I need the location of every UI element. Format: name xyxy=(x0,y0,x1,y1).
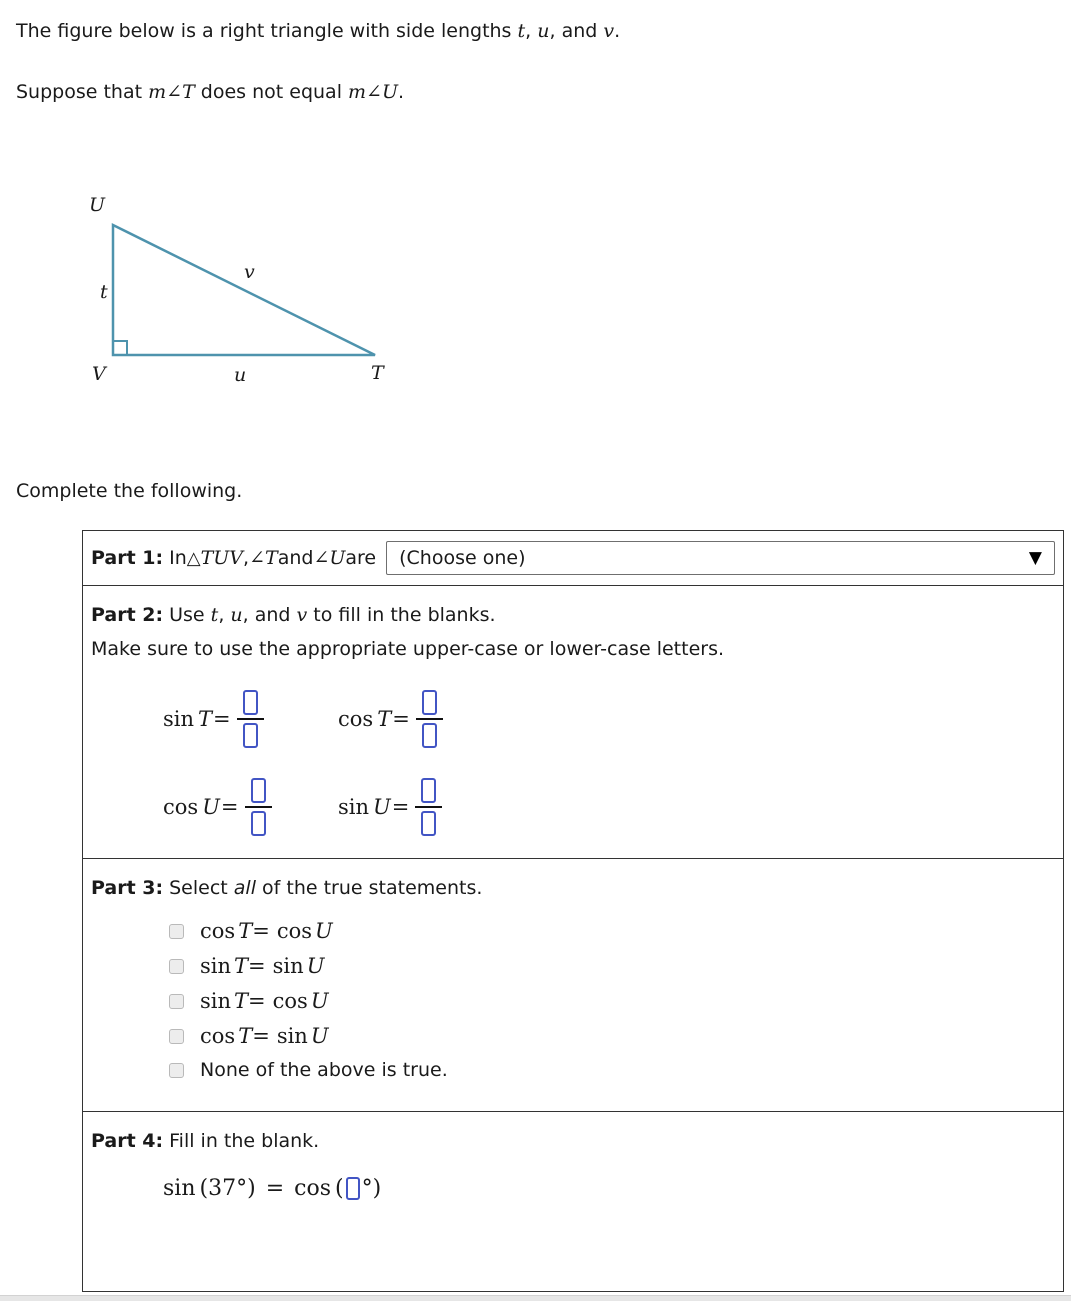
part3-label: Part 3: xyxy=(91,877,164,899)
angle-value: 37 xyxy=(208,1176,237,1201)
angle-symbol: ∠ xyxy=(366,81,382,103)
trig-function: sin xyxy=(163,707,195,731)
fill-blank-equation xyxy=(163,1176,1055,1201)
expression-cosT xyxy=(338,688,513,750)
dropdown-caret-icon: ▼ xyxy=(1028,548,1042,568)
comma: , xyxy=(243,547,250,569)
equals-sign: = xyxy=(392,707,410,731)
part2-instruction-line1 xyxy=(91,598,1055,632)
triangle-shape xyxy=(113,225,375,355)
and-text: , and xyxy=(549,20,604,42)
trig-function: cos xyxy=(276,919,312,943)
vertex-label-U: U xyxy=(89,194,106,216)
expression-cosU xyxy=(163,776,338,838)
var-v: v xyxy=(603,20,615,42)
trig-ratio-grid xyxy=(163,688,1055,838)
trig-function: cos xyxy=(272,989,308,1013)
expression-sinT xyxy=(163,688,338,750)
trig-function: cos xyxy=(294,1176,331,1201)
statements-text: of the true statements. xyxy=(255,877,483,899)
period: . xyxy=(397,81,405,103)
angle-T: T xyxy=(182,81,195,103)
angle-variable: U xyxy=(310,989,329,1013)
option-row-1 xyxy=(169,919,1055,943)
statement-text xyxy=(200,1024,329,1048)
part3-instruction xyxy=(91,871,1055,905)
use-text: Use xyxy=(169,604,211,626)
trig-function: sin xyxy=(272,954,304,978)
side-label-v: v xyxy=(244,261,255,283)
fraction-bar xyxy=(237,718,264,720)
part4-section xyxy=(83,1112,1063,1201)
angle-variable: T xyxy=(238,919,253,943)
intro-text: The figure below is a right triangle with side lengths xyxy=(16,20,518,42)
checkbox[interactable] xyxy=(169,924,184,939)
angle-variable: T xyxy=(238,1024,253,1048)
are-text: are xyxy=(345,547,377,569)
degree-symbol: ° xyxy=(361,1176,373,1201)
open-paren: ( xyxy=(334,1176,344,1201)
angle-U: U xyxy=(329,547,346,569)
select-text: Select xyxy=(169,877,234,899)
fill-blank-text: Fill in the blank. xyxy=(169,1130,320,1152)
angle-variable: U xyxy=(202,795,220,819)
denominator-input[interactable] xyxy=(243,723,258,748)
equals-sign: = xyxy=(252,1024,270,1048)
triangle-symbol-icon: △ xyxy=(186,548,201,569)
angle-T: T xyxy=(265,547,278,569)
var-u: u xyxy=(230,604,243,626)
equals-sign: = xyxy=(220,795,239,819)
trig-function: cos xyxy=(200,919,236,943)
suppose-text: Suppose that xyxy=(16,81,149,103)
option-row-none xyxy=(169,1059,1055,1081)
statement-text xyxy=(200,919,333,943)
part1-section xyxy=(83,531,1063,586)
part1-dropdown[interactable] xyxy=(386,541,1055,575)
option-row-4 xyxy=(169,1024,1055,1048)
all-emphasis: all xyxy=(233,877,256,899)
angle-variable: U xyxy=(373,795,391,819)
angle-variable: U xyxy=(306,954,325,978)
comma: , xyxy=(525,20,538,42)
equals-sign: = xyxy=(265,1176,285,1201)
trig-function: sin xyxy=(200,954,232,978)
intro-line-2 xyxy=(16,79,404,105)
part1-label: Part 1: xyxy=(91,547,164,569)
checkbox[interactable] xyxy=(169,1029,184,1044)
none-option-text: None of the above is true. xyxy=(200,1059,448,1081)
var-t: t xyxy=(210,604,219,626)
angle-symbol: ∠ xyxy=(249,547,266,569)
angle-variable: T xyxy=(377,707,392,731)
vertex-label-T: T xyxy=(371,362,384,384)
numerator-input[interactable] xyxy=(251,778,266,803)
numerator-input[interactable] xyxy=(243,690,258,715)
equals-sign: = xyxy=(248,954,266,978)
fill-text: to fill in the blanks. xyxy=(307,604,496,626)
complete-instruction: Complete the following. xyxy=(16,480,243,502)
comma: , xyxy=(218,604,231,626)
part3-section xyxy=(83,859,1063,1112)
var-u: u xyxy=(537,20,550,42)
dropdown-value: (Choose one) xyxy=(399,547,526,569)
angle-symbol: ∠ xyxy=(166,81,183,103)
vertex-label-V: V xyxy=(92,363,106,385)
angle-variable: U xyxy=(310,1024,329,1048)
page-bottom-edge xyxy=(0,1295,1071,1301)
denominator-input[interactable] xyxy=(421,811,436,836)
fraction-answer xyxy=(416,688,443,750)
option-row-2 xyxy=(169,954,1055,978)
var-t: t xyxy=(517,20,526,42)
checkbox[interactable] xyxy=(169,959,184,974)
part1-in-text: In xyxy=(169,547,187,569)
numerator-input[interactable] xyxy=(422,690,437,715)
fraction-answer xyxy=(245,776,272,838)
period: . xyxy=(614,20,621,42)
denominator-input[interactable] xyxy=(251,811,266,836)
angle-symbol: ∠ xyxy=(313,547,330,569)
fraction-bar xyxy=(245,806,272,808)
part2-label: Part 2: xyxy=(91,604,164,626)
statement-text xyxy=(200,954,324,978)
trig-function: sin xyxy=(200,989,232,1013)
statement-text xyxy=(200,989,329,1013)
not-equal-text: does not equal xyxy=(194,81,349,103)
equals-sign: = xyxy=(252,919,270,943)
equals-sign: = xyxy=(248,989,266,1013)
angle-variable: T xyxy=(198,707,213,731)
measure-m: m xyxy=(348,81,367,103)
and-text: , and xyxy=(242,604,297,626)
triangle-name: TUV xyxy=(200,547,244,569)
problem-box xyxy=(82,530,1064,1292)
angle-variable: T xyxy=(234,989,249,1013)
var-v: v xyxy=(296,604,308,626)
part1-question xyxy=(91,547,376,569)
equals-sign: = xyxy=(213,707,231,731)
checkbox[interactable] xyxy=(169,1063,184,1078)
trig-function: cos xyxy=(163,795,199,819)
option-row-3 xyxy=(169,989,1055,1013)
right-triangle-figure xyxy=(98,218,390,360)
part2-section xyxy=(83,586,1063,859)
measure-m: m xyxy=(148,81,167,103)
angle-variable: T xyxy=(234,954,249,978)
checkbox[interactable] xyxy=(169,994,184,1009)
close-paren: ) xyxy=(247,1176,256,1201)
open-paren: ( xyxy=(199,1176,209,1201)
side-label-t: t xyxy=(100,281,108,303)
trig-function: sin xyxy=(163,1176,196,1201)
trig-function: sin xyxy=(276,1024,308,1048)
angle-variable: U xyxy=(315,919,333,943)
statement-options-list xyxy=(169,919,1055,1081)
fraction-bar xyxy=(415,806,442,808)
denominator-input[interactable] xyxy=(422,723,437,748)
expression-sinU xyxy=(338,776,513,838)
equals-sign: = xyxy=(391,795,410,819)
part4-label: Part 4: xyxy=(91,1130,164,1152)
angle-U: U xyxy=(381,81,398,103)
close-paren: ) xyxy=(372,1176,382,1201)
numerator-input[interactable] xyxy=(421,778,436,803)
right-angle-marker-icon xyxy=(113,341,127,355)
degree-symbol: ° xyxy=(236,1176,248,1201)
trig-function: cos xyxy=(200,1024,236,1048)
degree-answer-input[interactable] xyxy=(346,1177,360,1200)
part4-instruction xyxy=(91,1124,1055,1158)
fraction-answer xyxy=(237,688,264,750)
fraction-answer xyxy=(415,776,442,838)
part2-instruction-line2: Make sure to use the appropriate upper-case or lower-case letters. xyxy=(91,638,725,660)
trig-function: cos xyxy=(338,707,374,731)
fraction-bar xyxy=(416,718,443,720)
trig-function: sin xyxy=(338,795,370,819)
side-label-u: u xyxy=(234,364,247,386)
intro-line-1 xyxy=(16,18,620,44)
and-text: and xyxy=(277,547,314,569)
